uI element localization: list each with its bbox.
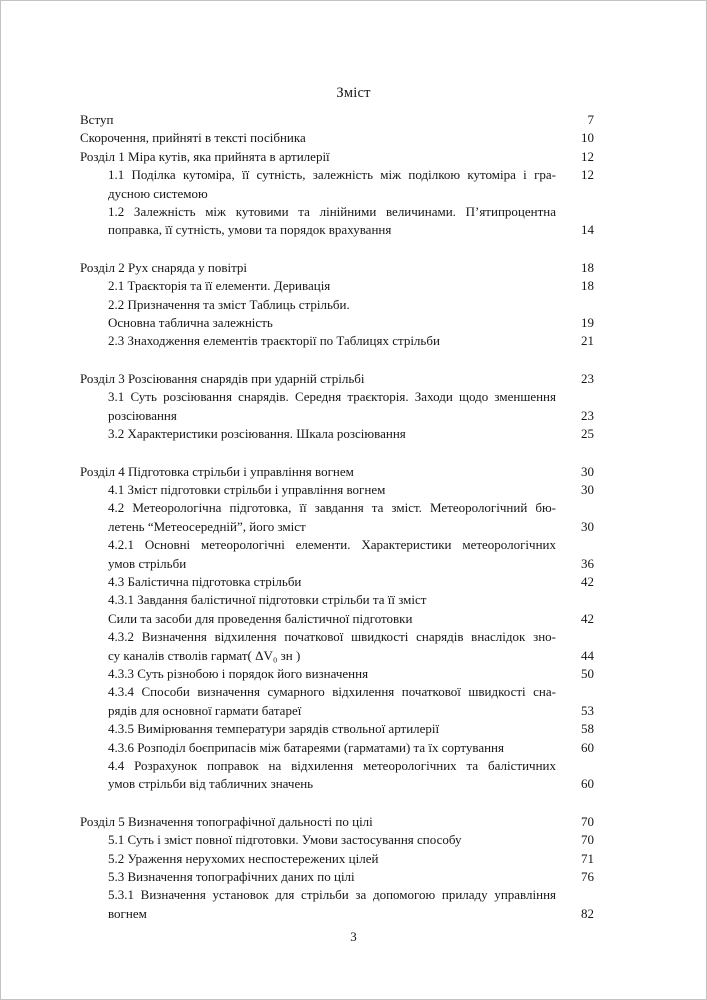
page-title: Зміст — [336, 85, 371, 101]
toc-entry-text: 5.2 Ураження нерухомих неспостережених цілей — [108, 850, 379, 866]
toc-entry-text: 4.2 Метеорологічна підготовка, її завдання та зміст. Метеорологічний бю- — [108, 500, 556, 516]
toc-entry-text: 4.4 Розрахунок поправок на відхилення метеорологічних та балістичних — [108, 758, 556, 773]
toc-entry-text: Сили та засоби для проведення балістичної підготовки — [108, 610, 413, 626]
toc-entry — [80, 628, 594, 665]
toc-entry-page-number: 30 — [581, 463, 594, 479]
toc-entry — [80, 573, 594, 591]
toc-entry — [80, 481, 594, 499]
toc-entry-text: 4.3.4 Способи визначення сумарного відхилення початкової швидкості сна- — [108, 684, 556, 700]
toc-entry-text: 2.2 Призначення та зміст Таблиць стрільби. — [108, 296, 350, 312]
toc-entry-line — [80, 111, 594, 129]
toc-entry — [80, 739, 594, 757]
toc-entry — [80, 886, 594, 923]
toc-entry-page-number: 23 — [581, 370, 594, 386]
toc-entry — [80, 665, 594, 683]
toc-entry — [80, 148, 594, 166]
toc-entry-text: 1.2 Залежність між кутовими та лінійними величинами. П’ятипроцентна — [108, 204, 556, 220]
toc-entry-line — [80, 775, 594, 793]
toc-entry-line — [80, 555, 594, 573]
toc-entry-text: 4.3.2 Визначення відхилення початкової швидкості снарядів внаслідок зно- — [108, 629, 556, 645]
toc-entry-line — [80, 850, 594, 868]
toc-entry-line — [80, 665, 594, 683]
toc-entry-page-number: 36 — [581, 555, 594, 571]
toc-entry-line — [80, 129, 594, 147]
toc-entry — [80, 536, 594, 573]
toc-entry-line — [80, 591, 594, 609]
toc-entry-text: поправка, її сутність, умови та порядок врахування — [108, 222, 392, 238]
toc-entry-line — [80, 277, 594, 295]
toc-entry-page-number: 76 — [581, 869, 594, 885]
toc-entry-text: 3.1 Суть розсіювання снарядів. Середня траєкторія. Заходи щодо зменшення — [108, 389, 556, 405]
toc-entry-line — [80, 407, 594, 425]
toc-entry-text: 4.3 Балістична підготовка стрільби — [108, 573, 302, 589]
toc-entry-page-number: 30 — [581, 518, 594, 534]
toc-entry-page-number: 60 — [581, 776, 594, 792]
toc-entry-line — [80, 203, 594, 221]
toc-entry — [80, 296, 594, 333]
toc-entry-text: Скорочення, прийняті в тексті посібника — [80, 130, 306, 146]
toc-entry-page-number: 14 — [581, 222, 594, 238]
toc-entry-text: Розділ 5 Визначення топографічної дальності по цілі — [80, 813, 373, 829]
toc-entry — [80, 757, 594, 794]
toc-entry-page-number: 23 — [581, 407, 594, 423]
toc-entry — [80, 591, 594, 628]
toc-entry-text: рядів для основної гармати батареї — [108, 702, 302, 718]
toc-entry-page-number: 70 — [581, 832, 594, 848]
toc-entry-text: Вступ — [80, 112, 114, 127]
toc-entry-page-number: 82 — [581, 905, 594, 921]
toc-entry-line — [80, 166, 594, 184]
toc-entry-line — [80, 573, 594, 591]
toc-entry-line — [80, 332, 594, 350]
toc-entry — [80, 129, 594, 147]
toc-entry-page-number: 58 — [581, 721, 594, 737]
toc-entry-text: летень “Метеосередній”, його зміст — [108, 518, 306, 534]
toc-entry — [80, 388, 594, 425]
toc-entry-text: розсіювання — [108, 407, 177, 423]
toc-entry-text: 5.1 Суть і зміст повної підготовки. Умови застосування способу — [108, 832, 462, 848]
toc-entry-text: 4.2.1 Основні метеорологічні елементи. Характеристики метеорологічних — [108, 537, 556, 553]
toc-entry-line — [80, 518, 594, 536]
toc-entry — [80, 259, 594, 277]
toc-entry — [80, 720, 594, 738]
toc-entry-line — [80, 868, 594, 886]
toc-entry-page-number: 42 — [581, 610, 594, 626]
toc-entry-line — [80, 185, 594, 203]
toc-entry-page-number: 12 — [581, 167, 594, 183]
toc-entry-text: умов стрільби від табличних значень — [108, 776, 314, 792]
toc-entry-text: 2.1 Траєкторія та її елементи. Деривація — [108, 278, 331, 294]
toc-entry — [80, 111, 594, 129]
toc-entry-line — [80, 831, 594, 849]
toc-entry-line — [80, 886, 594, 904]
toc-entry-line — [80, 463, 594, 481]
toc-entry-text: 4.3.5 Вимірювання температури зарядів ствольної артилерії — [108, 721, 440, 737]
toc-entry-text: 3.2 Характеристики розсіювання. Шкала розсіювання — [108, 426, 406, 442]
toc-entry — [80, 499, 594, 536]
toc-entry-text: Розділ 2 Рух снаряда у повітрі — [80, 259, 248, 275]
toc-entry-line — [80, 370, 594, 388]
toc-entry-line — [80, 683, 594, 701]
toc-entry-text: дусною системою — [108, 185, 208, 201]
toc-entry-page-number: 19 — [581, 315, 594, 331]
toc-entry — [80, 683, 594, 720]
toc-entry-text: Розділ 1 Міра кутів, яка прийнята в артилерії — [80, 148, 330, 164]
toc-entry-line — [80, 221, 594, 239]
toc-entry-line — [80, 296, 594, 314]
toc-entry-text: 5.3 Визначення топографічних даних по цілі — [108, 869, 355, 885]
toc-entry-text: вогнем — [108, 905, 147, 921]
toc-entry-page-number: 12 — [581, 148, 594, 164]
toc-entry-line — [80, 499, 594, 517]
toc-entry — [80, 831, 594, 849]
toc-entry-line — [80, 610, 594, 628]
toc-entry-page-number: 60 — [581, 739, 594, 755]
toc-entry-page-number: 21 — [581, 333, 594, 349]
toc-entry-text: Основна таблична залежність — [108, 315, 273, 331]
toc-entry-text: 4.3.6 Розподіл боєприпасів між батареями (гарматами) та їх сортування — [108, 739, 504, 755]
toc-entry — [80, 463, 594, 481]
page-number-footer: 3 — [350, 929, 357, 944]
toc-entry-text: 4.3.1 Завдання балістичної підготовки стрільби та її зміст — [108, 592, 427, 608]
toc-entry — [80, 332, 594, 350]
toc-entry-page-number: 44 — [581, 647, 594, 663]
toc-entry-line — [80, 739, 594, 757]
toc-entry-line — [80, 628, 594, 646]
toc-entry-page-number: 18 — [581, 278, 594, 294]
toc-entry — [80, 868, 594, 886]
toc-entry-page-number: 70 — [581, 813, 594, 829]
toc-entry-line — [80, 702, 594, 720]
toc-entry-line — [80, 148, 594, 166]
toc-entry-line — [80, 425, 594, 443]
toc-entry-text: су каналів стволів гармат( ΔV₀ зн ) — [108, 647, 301, 663]
toc-entry-text: 4.3.3 Суть різнобою і порядок його визначення — [108, 665, 369, 681]
toc-entry-line — [80, 757, 594, 775]
toc-entry-text: умов стрільби — [108, 555, 187, 571]
toc-entry-line — [80, 536, 594, 554]
toc-entry-line — [80, 813, 594, 831]
toc-entry-page-number: 10 — [581, 130, 594, 146]
toc-entry-line — [80, 314, 594, 332]
toc-entry — [80, 813, 594, 831]
toc-entry — [80, 370, 594, 388]
toc-entry-line — [80, 481, 594, 499]
toc-entry-page-number: 30 — [581, 481, 594, 497]
toc-entry-text: 2.3 Знаходження елементів траєкторії по Таблицях стрільби — [108, 333, 440, 349]
toc-entry-page-number: 50 — [581, 665, 594, 681]
toc-entry — [80, 166, 594, 203]
toc-entry-line — [80, 647, 594, 665]
toc-entry-page-number: 7 — [587, 112, 594, 127]
toc-entry-page-number: 18 — [581, 259, 594, 275]
toc-entry — [80, 425, 594, 443]
toc-entry — [80, 277, 594, 295]
toc-entry-page-number: 71 — [581, 850, 594, 866]
toc-entry-text: Розділ 4 Підготовка стрільби і управління вогнем — [80, 463, 354, 479]
toc-entry-text: Розділ 3 Розсіювання снарядів при ударній стрільбі — [80, 370, 365, 386]
toc-entry-line — [80, 720, 594, 738]
toc-entry-text: 5.3.1 Визначення установок для стрільби за допомогою приладу управління — [108, 887, 556, 903]
toc-entry — [80, 850, 594, 868]
toc-entry-text: 1.1 Поділка кутоміра, її сутність, залежність між поділкою кутоміра і гра- — [108, 167, 556, 183]
toc-entry-text: 4.1 Зміст підготовки стрільби і управління вогнем — [108, 481, 386, 497]
toc-entry-page-number: 53 — [581, 702, 594, 718]
toc-entry-line — [80, 388, 594, 406]
toc-entry-line — [80, 259, 594, 277]
toc-entry-page-number: 25 — [581, 426, 594, 442]
toc-entry-page-number: 42 — [581, 573, 594, 589]
toc-entry-line — [80, 905, 594, 923]
table-of-contents — [80, 111, 594, 923]
toc-entry — [80, 203, 594, 240]
